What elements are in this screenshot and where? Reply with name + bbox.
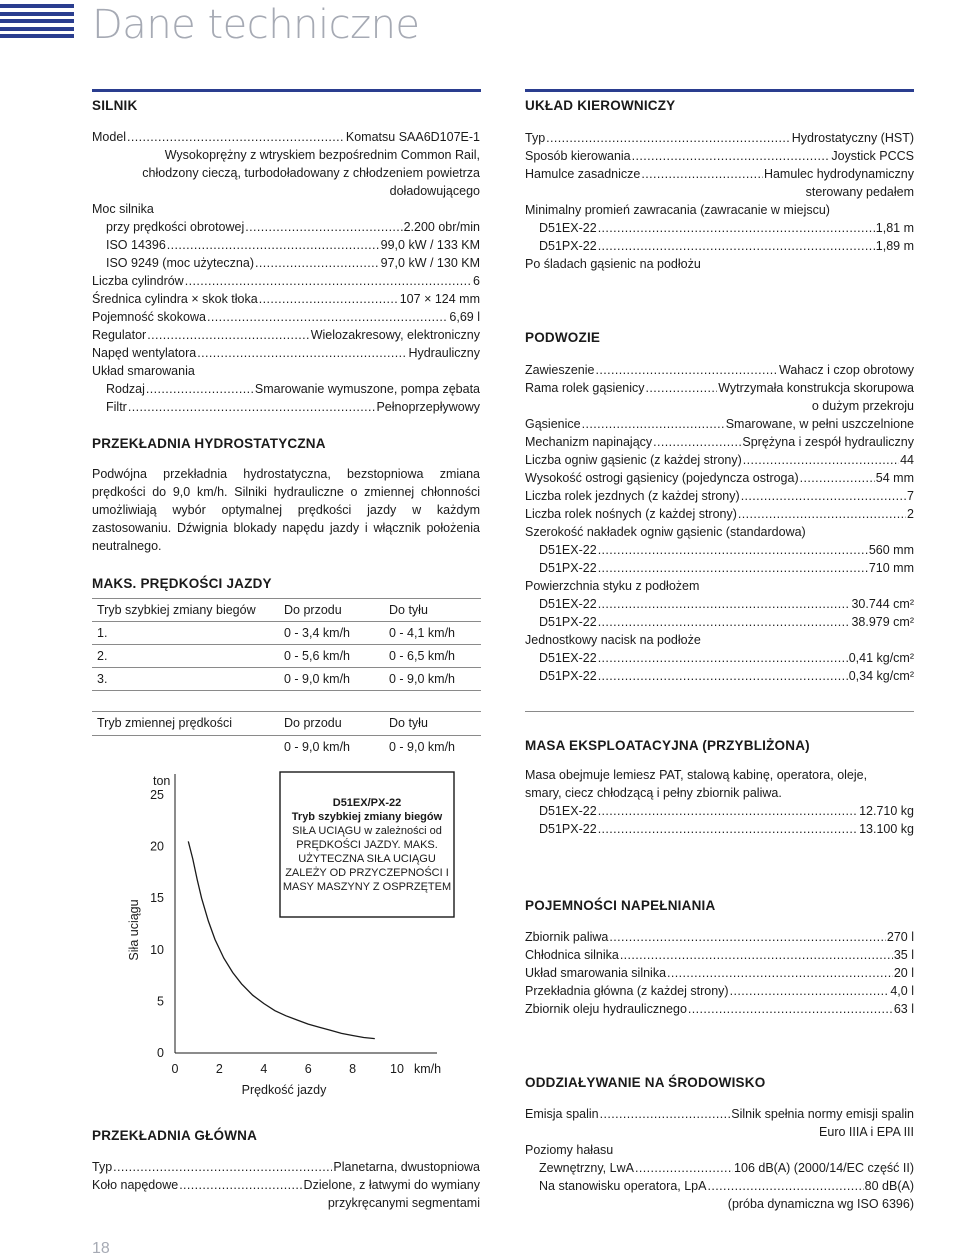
spec-row: Zbiornik paliwa ..... 270 l — [525, 928, 914, 946]
spec-row: ISO 14396 ..... 99,0 kW / 133 KM — [92, 236, 480, 254]
spec-row: D51PX-22 ..... 0,34 kg/cm² — [525, 667, 914, 685]
x-axis-label: Prędkość jazdy — [241, 1083, 327, 1097]
logo-stripes — [0, 4, 74, 42]
spec-row: Rodzaj ..... Smarowanie wymuszone, pompa zębata — [92, 380, 480, 398]
spec-row: Gąsienice ..... Smarowane, w pełni uszczelnione — [525, 415, 914, 433]
x-tick-label: 6 — [304, 1062, 312, 1076]
spec-row: Sposób kierowania ..... Joystick PCCS — [525, 147, 914, 165]
section-masa: MASA EKSPLOATACYJNA (PRZYBLIŻONA) Masa obejmuje lemiesz PAT, stalową kabinę, operatora, oleje, smary, ciecz chłodzącą i pełny zbiornik paliwa. D51EX-22 ..... 12.710 kg D51PX-22 ..... 13.100 kg — [525, 738, 914, 838]
drawbar-pull-chart — [92, 760, 482, 1105]
section-title: PRZEKŁADNIA HYDROSTATYCZNA — [92, 436, 326, 451]
section-title: PRZEKŁADNIA GŁÓWNA — [92, 1128, 258, 1143]
section-przekladnia-hydro — [92, 436, 480, 555]
spec-row: D51PX-22 ..... 13.100 kg — [525, 820, 914, 838]
table-row: 2. 0 - 5,6 km/h 0 - 6,5 km/h — [92, 645, 481, 668]
table-row: 0 - 9,0 km/h 0 - 9,0 km/h — [284, 739, 455, 754]
section-srodowisko: ODDZIAŁYWANIE NA ŚRODOWISKO Emisja spalin ..... Silnik spełnia normy emisji spalin Euro IIIA i EPA III Poziomy hałasu Zewnętrzny, LwA ..... 106 dB(A) (2000/14/EC część II) Na stanowisku operatora, LpA ..... 80 dB(A) (próba dynamiczna wg ISO 6396) — [525, 1075, 914, 1213]
spec-row: D51EX-22 ..... 30.744 cm² — [525, 595, 914, 613]
spec-row: Typ ..... Hydrostatyczny (HST) — [525, 129, 914, 147]
divider-right-mid — [525, 711, 914, 712]
section-kierowniczy: UKŁAD KIEROWNICZY Typ ..... Hydrostatyczny (HST) Sposób kierowania ..... Joystick PCCS Hamulce zasadnicze ..... Hamulec hydrodynamiczny sterowany pedałem Minimalny promień zawracania (zawracanie w miejscu) D51EX-22 ..... 1,81 m D51PX-22 ..... 1,89 m Po śladach gąsienic na podłożu — [525, 98, 914, 273]
speed-table: Tryb szybkiej zmiany biegów Do przodu Do tyłu 1. 0 - 3,4 km/h 0 - 4,1 km/h 2. 0 - 5,6 km/h 0 - 6,5 km/h 3. 0 - 9,0 km/h 0 - 9,0 km/h — [92, 598, 481, 691]
table-row: 1. 0 - 3,4 km/h 0 - 4,1 km/h — [92, 622, 481, 645]
description-text: Podwójna przekładnia hydrostatyczna, bezstopniowa zmiana prędkości do 9,0 km/h. Silniki hydrauliczne o zmiennej chłonności umożliwiają wybór optymalnej prędkości jazdy w każdym zastosowaniu. Dźwignia blokady napędu jazdy i włącznik położenia neutralnego. — [92, 467, 480, 553]
legend-text: SIŁA UCIĄGU w zależności od — [292, 825, 442, 837]
spec-row: ISO 9249 (moc użyteczna) ..... 97,0 kW / 130 KM — [92, 254, 480, 272]
x-tick-label: 8 — [349, 1062, 357, 1076]
spec-row: D51EX-22 ..... 0,41 kg/cm² — [525, 649, 914, 667]
spec-row: D51EX-22 ..... 560 mm — [525, 541, 914, 559]
spec-row: D51EX-22 ..... 1,81 m — [525, 219, 914, 237]
page-title: Dane techniczne — [92, 2, 420, 48]
y-tick-label: 25 — [150, 788, 164, 802]
spec-row: Rama rolek gąsienicy ..... Wytrzymała konstrukcja skorupowa — [525, 379, 914, 397]
section-przekladnia-glowna: PRZEKŁADNIA GŁÓWNA Typ ..... Planetarna, dwustopniowa Koło napędowe ..... Dzielone, z łatwymi do wymiany przykręcanymi segmentami — [92, 1128, 480, 1212]
y-tick-label: 15 — [150, 891, 164, 906]
y-tick-label: 0 — [157, 1046, 164, 1060]
legend-text: ZALEŻY OD PRZYCZEPNOŚCI I — [285, 867, 449, 879]
legend-text: UŻYTECZNA SIŁA UCIĄGU — [298, 853, 436, 865]
section-title: ODDZIAŁYWANIE NA ŚRODOWISKO — [525, 1075, 766, 1090]
spec-row: Zawieszenie ..... Wahacz i czop obrotowy — [525, 361, 914, 379]
spec-row: Napęd wentylatora ..... Hydrauliczny — [92, 344, 480, 362]
spec-row: D51PX-22 ..... 710 mm — [525, 559, 914, 577]
y-tick-label: 20 — [150, 839, 164, 854]
section-title: MASA EKSPLOATACYJNA (PRZYBLIŻONA) — [525, 738, 810, 753]
spec-row: D51PX-22 ..... 38.979 cm² — [525, 613, 914, 631]
spec-row: D51PX-22 ..... 1,89 m — [525, 237, 914, 255]
x-tick-label: 10 — [390, 1062, 404, 1076]
page-number: 18 — [92, 1240, 110, 1257]
divider-left-top — [92, 89, 481, 92]
section-title: SILNIK — [92, 98, 138, 113]
section-silnik: SILNIK Model ..... Komatsu SAA6D107E-1 Wysokoprężny z wtryskiem bezpośrednim Common Rail, chłodzony cieczą, turbodoładowany z chłodzeniem powietrza doładowującego Moc silnika przy prędkości obrotowej ..... 2.200 obr/min ISO 14396 ..... 99,0 kW / 133 KM ISO 9249 (moc użyteczna) ..... 97,0 kW / 130 KM Liczba cylindrów ..... 6 Średnica cylindra × skok tłoka ..... 107 × 124 mm Pojemność skokowa ..... 6,69 l Regulator ..... Wielozakresowy, elektroniczny Napęd wentylatora ..... Hydrauliczny Układ smarowania Rodzaj ..... Smarowanie wymuszone, pompa zębata Filtr ..... Pełnoprzepływowy — [92, 98, 480, 416]
spec-row: Liczba ogniw gąsienic (z każdej strony) ..... 44 — [525, 451, 914, 469]
spec-row: Liczba rolek nośnych (z każdej strony) ..... 2 — [525, 505, 914, 523]
spec-row: Hamulce zasadnicze ..... Hamulec hydrodynamiczny — [525, 165, 914, 183]
y-axis-label: Siła uciągu — [127, 899, 141, 961]
spec-row: Liczba rolek jezdnych (z każdej strony) ..... 7 — [525, 487, 914, 505]
spec-row: Typ ..... Planetarna, dwustopniowa — [92, 1158, 480, 1176]
spec-row: Chłodnica silnika ..... 35 l — [525, 946, 914, 964]
x-tick-label: 4 — [260, 1062, 268, 1076]
spec-row: Model ..... Komatsu SAA6D107E-1 — [92, 128, 480, 146]
spec-row: D51EX-22 ..... 12.710 kg — [525, 802, 914, 820]
legend-title: D51EX/PX-22 — [332, 797, 402, 809]
y-unit-label: ton — [153, 774, 171, 788]
spec-row: Układ smarowania silnika ..... 20 l — [525, 964, 914, 982]
section-title: PODWOZIE — [525, 330, 601, 345]
spec-row: Filtr ..... Pełnoprzepływowy — [92, 398, 480, 416]
spec-row: Wysokość ostrogi gąsienicy (pojedyncza ostroga) ..... 54 mm — [525, 469, 914, 487]
spec-row: Regulator ..... Wielozakresowy, elektroniczny — [92, 326, 480, 344]
x-unit-label: km/h — [414, 1062, 442, 1076]
x-tick-label: 2 — [215, 1062, 223, 1076]
spec-row: Koło napędowe ..... Dzielone, z łatwymi do wymiany — [92, 1176, 480, 1194]
section-podwozie: PODWOZIE Zawieszenie ..... Wahacz i czop obrotowy Rama rolek gąsienicy ..... Wytrzymała konstrukcja skorupowa o dużym przekroju Gąsienice ..... Smarowane, w pełni uszczelnione Mechanizm napinający ..... Sprężyna i zespół hydrauliczny Liczba ogniw gąsienic (z każdej strony) ..... 44 Wysokość ostrogi gąsienicy (pojedyncza ostroga) ..... 54 mm Liczba rolek jezdnych (z każdej strony) ..... 7 Liczba rolek nośnych (z każdej strony) ..... 2 Szerokość nakładek ogniw gąsienic (standardowa) D51EX-22 ..... 560 mm D51PX-22 ..... 710 mm Powierzchnia styku z podłożem D51EX-22 ..... 30.744 cm² D51PX-22 ..... 38.979 cm² Jednostkowy nacisk na podłoże D51EX-22 ..... 0,41 kg/cm² D51PX-22 ..... 0,34 kg/cm² — [525, 330, 914, 685]
spec-row: Przekładnia główna (z każdej strony) ..... 4,0 l — [525, 982, 914, 1000]
section-pojemnosci — [525, 898, 914, 1018]
spec-row: Pojemność skokowa ..... 6,69 l — [92, 308, 480, 326]
speed-table-variable: Tryb zmiennej prędkości Do przodu Do tyłu 0 - 9,0 km/h 0 - 9,0 km/h — [92, 712, 481, 758]
divider-right-top — [525, 89, 914, 92]
spec-row: Mechanizm napinający ..... Sprężyna i zespół hydrauliczny — [525, 433, 914, 451]
spec-row: Na stanowisku operatora, LpA ..... 80 dB(A) — [525, 1177, 914, 1195]
spec-row: Liczba cylindrów ..... 6 — [92, 272, 480, 290]
spec-row: Zewnętrzny, LwA ..... 106 dB(A) (2000/14/EC część II) — [525, 1159, 914, 1177]
table-row: 3. 0 - 9,0 km/h 0 - 9,0 km/h — [92, 668, 481, 691]
legend-text: PRĘDKOŚCI JAZDY. MAKS. — [296, 839, 438, 851]
spec-row: Emisja spalin ..... Silnik spełnia normy emisji spalin — [525, 1105, 914, 1123]
y-tick-label: 5 — [157, 994, 164, 1009]
spec-row: Zbiornik oleju hydraulicznego ..... 63 l — [525, 1000, 914, 1018]
legend-text: MASY MASZYNY Z OSPRZĘTEM — [282, 881, 452, 893]
section-title: POJEMNOŚCI NAPEŁNIANIA — [525, 898, 716, 913]
section-title: UKŁAD KIEROWNICZY — [525, 98, 676, 113]
spec-row: Średnica cylindra × skok tłoka ..... 107 × 124 mm — [92, 290, 480, 308]
legend-subtitle: Tryb szybkiej zmiany biegów — [291, 811, 443, 823]
y-tick-label: 10 — [150, 942, 164, 957]
x-tick-label: 0 — [171, 1062, 179, 1076]
spec-row: przy prędkości obrotowej ..... 2.200 obr/min — [92, 218, 480, 236]
section-maks-title: MAKS. PRĘDKOŚCI JAZDY — [92, 576, 272, 591]
